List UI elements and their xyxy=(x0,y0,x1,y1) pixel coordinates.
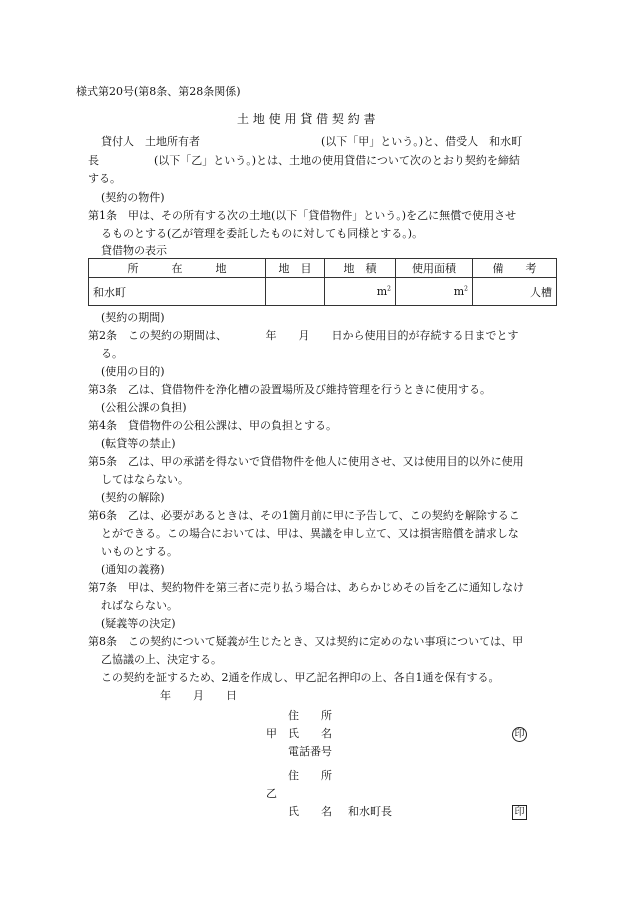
article-7-line-1: 第7条 甲は、契約物件を第三者に売り払う場合は、あらかじめその旨を乙に通知しなけ xyxy=(88,581,524,594)
page-title: 土 地 使 用 貸 借 契 約 書 xyxy=(237,112,376,126)
party-b-address: 住 所 xyxy=(288,769,332,782)
cell-use-area: $m^2$ xyxy=(396,278,473,306)
article-6-line-1: 第6条 乙は、必要があるときは、その1箇月前に甲に予告して、この契約を解除するこ xyxy=(88,509,520,522)
article-3-heading: (使用の目的) xyxy=(101,365,165,378)
cell-location: 和水町 xyxy=(89,278,266,306)
party-a-seal xyxy=(512,726,527,742)
party-a-label: 甲 xyxy=(266,727,277,740)
article-1-heading: (契約の物件) xyxy=(101,191,165,204)
intro-line-1: 貸付人 土地所有者 (以下「甲」という。)と、借受人 和水町 xyxy=(101,135,523,148)
party-b-seal xyxy=(512,804,527,820)
col-area: 地 積 xyxy=(325,259,396,278)
party-b-label: 乙 xyxy=(266,787,277,800)
cell-note: 人槽 xyxy=(473,278,557,306)
article-8-line-1: 第8条 この契約について疑義が生じたとき、又は契約に定めのない事項については、甲 xyxy=(88,635,524,648)
article-5-line-1: 第5条 乙は、甲の承諾を得ないで貸借物件を他人に使用させ、又は使用目的以外に使用 xyxy=(88,455,524,468)
article-8-heading: (疑義等の決定) xyxy=(101,617,176,630)
article-1-line-2: るものとする(乙が管理を委託したものに対しても同様とする。)。 xyxy=(101,227,424,240)
cell-area: $m^2$ xyxy=(325,278,396,306)
party-a-address: 住 所 xyxy=(288,709,332,722)
form-number: 様式第20号(第8条、第28条関係) xyxy=(76,85,241,98)
article-3-line-1: 第3条 乙は、貸借物件を浄化槽の設置場所及び維持管理を行うときに使用する。 xyxy=(88,383,491,396)
article-6-line-3: いものとする。 xyxy=(101,545,178,558)
party-b-name: 氏 名 xyxy=(288,805,332,818)
property-table xyxy=(88,258,557,306)
cell-chimoku xyxy=(266,278,325,306)
article-1-line-1: 第1条 甲は、その所有する次の土地(以下「貸借物件」という。)を乙に無償で使用させ xyxy=(88,209,517,222)
article-8-line-2: 乙協議の上、決定する。 xyxy=(101,653,222,666)
col-use-area: 使用面積 xyxy=(396,259,473,278)
party-a-name: 氏 名 xyxy=(288,727,332,740)
property-label: 貸借物の表示 xyxy=(101,244,167,257)
article-6-line-2: とができる。この場合においては、甲は、異議を申し立て、又は損害賠償を請求しな xyxy=(101,527,519,540)
article-2-heading: (契約の期間) xyxy=(101,311,165,324)
intro-line-3: する。 xyxy=(88,172,121,185)
seal-icon: 印 xyxy=(512,727,527,742)
article-4-line-1: 第4条 貸借物件の公租公課は、甲の負担とする。 xyxy=(88,419,337,432)
col-chimoku: 地 目 xyxy=(266,259,325,278)
article-2-line-1: 第2条 この契約の期間は、 年 月 日から使用目的が存続する日までとす xyxy=(88,329,519,342)
party-a-phone: 電話番号 xyxy=(288,745,332,758)
closing-text: この契約を証するため、2通を作成し、甲乙記名押印の上、各自1通を保有する。 xyxy=(101,671,500,684)
intro-line-2: 長 (以下「乙」という。)とは、土地の使用貸借について次のとおり契約を締結 xyxy=(88,154,520,167)
seal-icon: 印 xyxy=(512,805,527,820)
party-b-name-value: 和水町長 xyxy=(348,805,392,818)
col-note: 備 考 xyxy=(473,259,557,278)
contract-date: 年 月 日 xyxy=(160,689,237,702)
col-location: 所 在 地 xyxy=(89,259,266,278)
article-7-heading: (通知の義務) xyxy=(101,563,165,576)
article-4-heading: (公租公課の負担) xyxy=(101,401,187,414)
article-5-line-2: してはならない。 xyxy=(101,473,189,486)
article-5-heading: (転貸等の禁止) xyxy=(101,437,176,450)
article-2-line-2: る。 xyxy=(101,347,123,360)
article-7-line-2: ればならない。 xyxy=(101,599,178,612)
article-6-heading: (契約の解除) xyxy=(101,491,165,504)
